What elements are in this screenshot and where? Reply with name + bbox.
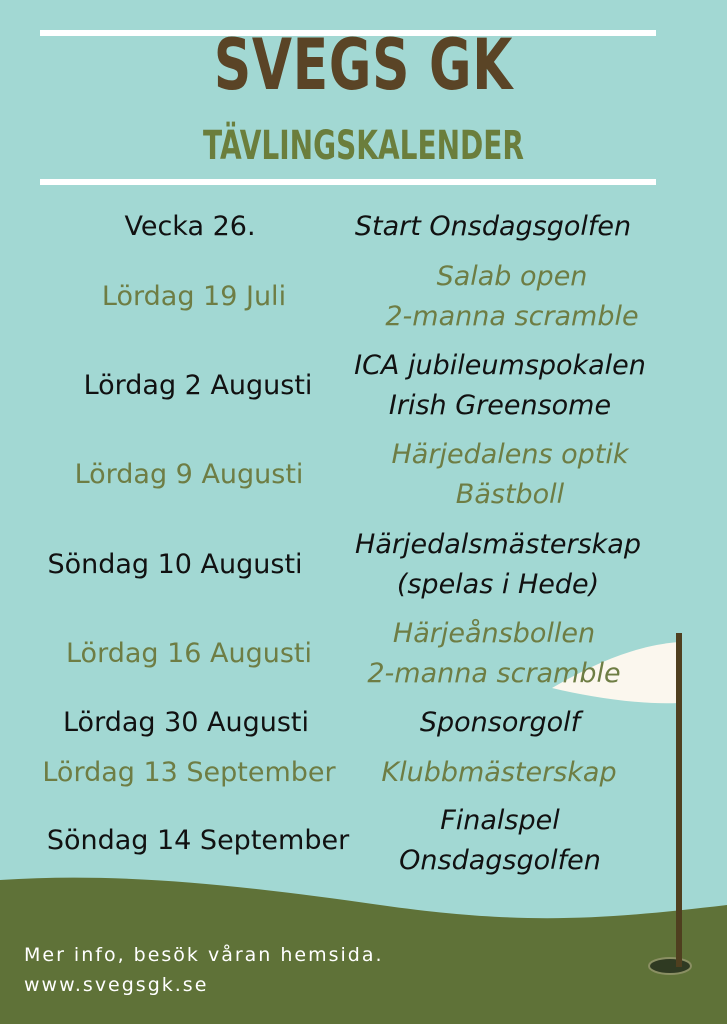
event-date: Vecka 26. bbox=[124, 211, 256, 242]
event-name: Onsdagsgolfen bbox=[399, 845, 601, 876]
event-name: (spelas i Hede) bbox=[396, 569, 600, 600]
event-name: ICA jubileumspokalen bbox=[354, 350, 646, 381]
event-date: Lördag 2 Augusti bbox=[83, 370, 313, 401]
event-date: Söndag 14 September bbox=[46, 825, 350, 856]
event-name: Härjedalsmästerskap bbox=[355, 529, 641, 560]
event-date: Lördag 30 Augusti bbox=[62, 707, 310, 738]
event-name: 2-manna scramble bbox=[385, 301, 639, 332]
flag-pole bbox=[676, 633, 682, 967]
event-name: Finalspel bbox=[440, 805, 560, 836]
event-name: Klubbmästerskap bbox=[381, 757, 617, 788]
event-date: Söndag 10 Augusti bbox=[47, 549, 303, 580]
event-name: Start Onsdagsgolfen bbox=[354, 211, 632, 242]
event-name: Salab open bbox=[436, 261, 588, 292]
event-name: Härjeånsbollen bbox=[392, 618, 596, 649]
golf-hole-icon bbox=[649, 958, 691, 974]
event-name: Irish Greensome bbox=[388, 390, 612, 421]
footer-info: Mer info, besök våran hemsida. bbox=[24, 944, 384, 966]
event-name: Härjedalens optik bbox=[391, 439, 629, 470]
calendar-subtitle: TÄVLINGSKALENDER bbox=[203, 123, 524, 169]
event-date: Lördag 19 Juli bbox=[101, 281, 287, 312]
event-name: 2-manna scramble bbox=[367, 658, 621, 689]
event-date: Lördag 16 Augusti bbox=[65, 638, 313, 669]
event-name: Sponsorgolf bbox=[419, 707, 581, 738]
event-date: Lördag 13 September bbox=[42, 757, 336, 788]
footer-website[interactable]: www.svegsgk.se bbox=[24, 974, 209, 996]
club-title: SVEGS GK bbox=[213, 24, 514, 106]
event-date: Lördag 9 Augusti bbox=[74, 459, 304, 490]
event-name: Bästboll bbox=[455, 479, 565, 510]
